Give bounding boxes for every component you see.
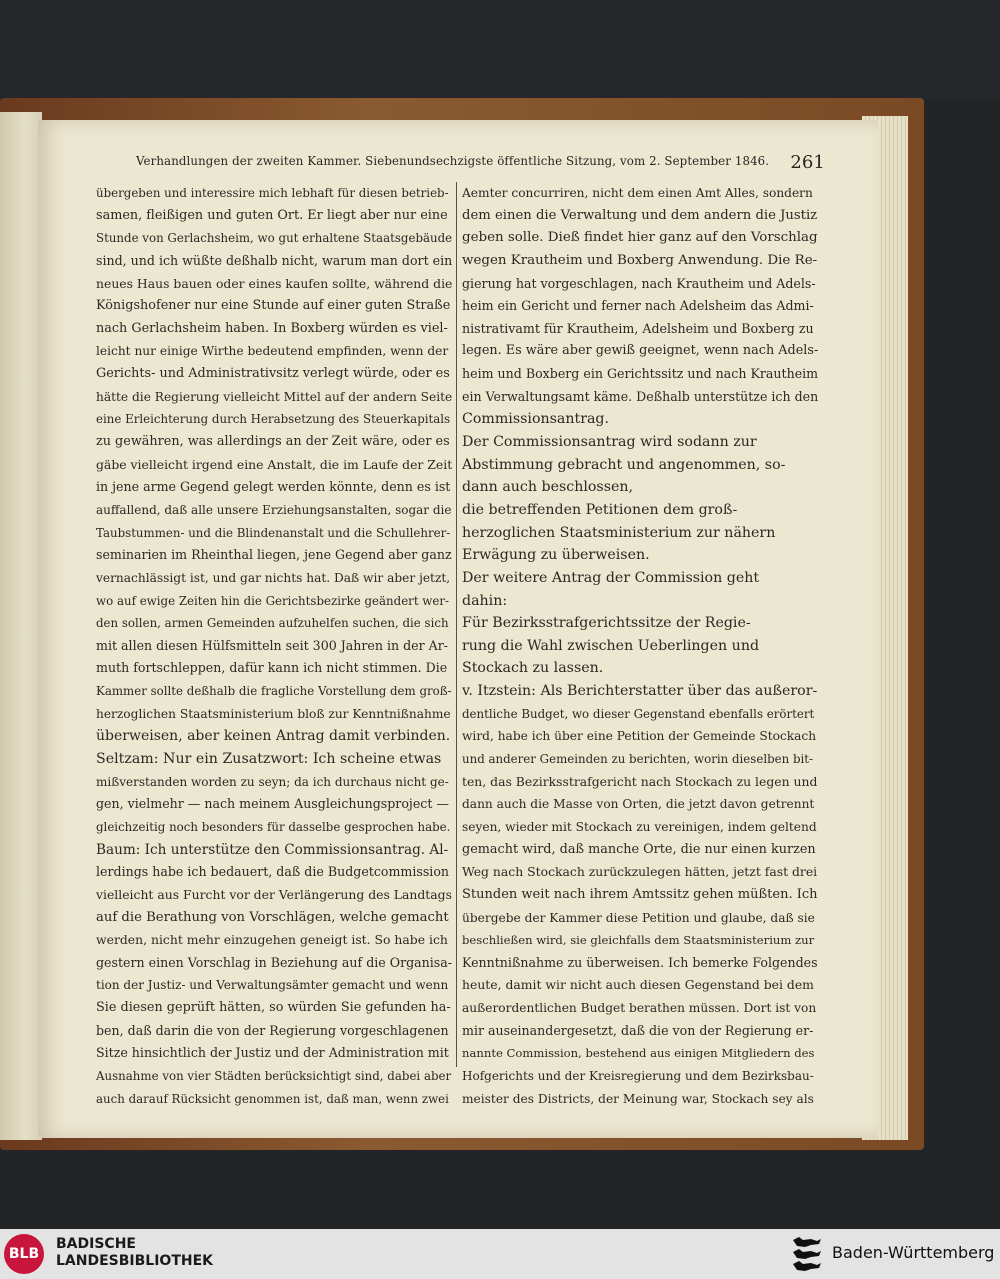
text-line: rung die Wahl zwischen Ueberlingen und (462, 637, 760, 654)
text-line: Der weitere Antrag der Commission geht (462, 569, 760, 586)
text-line: nannte Commission, bestehend aus einigen Mitgliedern des (462, 1046, 815, 1061)
text-line: mit allen diesen Hülfsmitteln seit 300 Jahren in der Ar- (96, 637, 449, 653)
text-line: Kammer sollte deßhalb die fragliche Vorstellung dem groß- (96, 684, 452, 699)
text-line: ten, das Bezirksstrafgericht nach Stockach zu legen und (462, 773, 818, 789)
text-line: seminarien im Rheinthal liegen, jene Gegend aber ganz (96, 547, 452, 563)
text-line: heute, damit wir nicht auch diesen Gegenstand bei dem (462, 977, 814, 993)
text-line: neues Haus bauen oder eines kaufen sollte, während die (96, 275, 452, 291)
text-line: ein Verwaltungsamt käme. Deßhalb unterstütze ich den (462, 388, 818, 404)
text-line: lerdings habe ich bedauert, daß die Budgetcommission (96, 864, 450, 880)
text-line: Seltzam: Nur ein Zusatzwort: Ich scheine etwas (96, 751, 442, 768)
text-line: und anderer Gemeinden zu berichten, worin dieselben bit- (462, 752, 814, 767)
text-line: sind, und ich wüßte deßhalb nicht, warum man dort ein (96, 252, 452, 268)
page-number: 261 (790, 152, 825, 173)
text-column-left (96, 182, 452, 1110)
text-line: Der Commissionsantrag wird sodann zur (462, 434, 757, 451)
text-line: tion der Justiz- und Verwaltungsämter gemacht und wenn (96, 978, 449, 993)
text-line: Weg nach Stockach zurückzulegen hätten, jetzt fast drei (462, 864, 818, 880)
text-line: gäbe vielleicht irgend eine Anstalt, die im Laufe der Zeit (96, 456, 452, 472)
text-line: dann auch die Masse von Orten, die jetzt davon getrennt (462, 797, 815, 812)
text-line: übergeben und interessire mich lebhaft für diesen betrieb- (96, 186, 449, 200)
text-line: heim ein Gericht und ferner nach Adelsheim das Admi- (462, 298, 814, 314)
text-line: in jene arme Gegend gelegt werden könnte, denn es ist (96, 479, 451, 495)
text-line: beschließen wird, sie gleichfalls dem Staatsministerium zur (462, 933, 815, 948)
text-line: muth fortschleppen, dafür kann ich nicht stimmen. Die (96, 660, 448, 676)
blb-logo[interactable]: BLB (4, 1234, 44, 1274)
text-line: überweisen, aber keinen Antrag damit verbinden. (96, 728, 451, 745)
text-line: leicht nur einige Wirthe bedeutend empfinden, wenn der (96, 344, 449, 359)
text-line: Kenntnißnahme zu überweisen. Ich bemerke Folgendes (462, 954, 818, 970)
text-line: Sie diesen geprüft hätten, so würden Sie gefunden ha- (96, 1000, 451, 1016)
text-line: mir auseinandergesetzt, daß die von der Regierung er- (462, 1022, 814, 1038)
text-line: meister des Districts, der Meinung war, Stockach sey als (462, 1091, 814, 1106)
text-line: Gerichts- und Administrativsitz verlegt würde, oder es (96, 366, 450, 382)
text-line: auf die Berathung von Vorschlägen, welche gemacht (96, 909, 449, 925)
library-name[interactable] (56, 1236, 213, 1270)
text-line: die betreffenden Petitionen dem groß- (462, 501, 738, 518)
text-line: Für Bezirksstrafgerichtssitze der Regie- (462, 615, 751, 632)
text-line: außerordentlichen Budget berathen müssen. Dort ist von (462, 1001, 817, 1016)
text-line: mißverstanden worden zu seyn; da ich durchaus nicht ge- (96, 774, 449, 789)
text-line: vielleicht aus Furcht vor der Verlängerung des Landtags (96, 886, 452, 902)
text-line: Stockach zu lassen. (462, 660, 604, 677)
text-line: gierung hat vorgeschlagen, nach Krautheim und Adels- (462, 275, 816, 291)
library-name-line1: BADISCHE (56, 1236, 136, 1252)
text-line: werden, nicht mehr einzugehen geneigt ist. So habe ich (96, 932, 448, 948)
text-line: samen, fleißigen und guten Ort. Er liegt aber nur eine (96, 207, 448, 223)
text-line: vernachlässigt ist, und gar nichts hat. Daß wir aber jetzt, (96, 570, 451, 585)
text-line: auffallend, daß alle unsere Erziehungsanstalten, sogar die (96, 502, 452, 517)
text-line: wegen Krautheim und Boxberg Anwendung. Die Re- (462, 252, 818, 268)
text-line: Königshofener nur eine Stunde auf einer guten Straße (96, 298, 451, 314)
text-line: übergebe der Kammer diese Petition und glaube, daß sie (462, 910, 815, 925)
text-line: dahin: (462, 592, 508, 609)
text-line: den sollen, armen Gemeinden aufzuhelfen suchen, die sich (96, 616, 449, 631)
text-line: nach Gerlachsheim haben. In Boxberg würden es viel- (96, 320, 448, 336)
facing-page-edge (0, 112, 42, 1140)
text-line: seyen, wieder mit Stockach zu vereinigen, indem geltend (462, 819, 817, 834)
text-line: herzoglichen Staatsministerium zur nähern (462, 524, 776, 541)
text-line: zu gewähren, was allerdings an der Zeit wäre, oder es (96, 434, 450, 450)
text-line: heim und Boxberg ein Gerichtssitz und nach Krautheim (462, 366, 818, 382)
text-line: legen. Es wäre aber gewiß geeignet, wenn nach Adels- (462, 343, 818, 359)
text-line: Stunden weit nach ihrem Amtssitz gehen müßten. Ich (462, 886, 818, 902)
text-line: geben solle. Dieß findet hier ganz auf den Vorschlag (462, 230, 818, 246)
text-line: Baum: Ich unterstütze den Commissionsantrag. Al- (96, 841, 449, 858)
column-divider (456, 182, 457, 1067)
text-line: Commissionsantrag. (462, 411, 610, 428)
text-line: Hofgerichts und der Kreisregierung und dem Bezirksbau- (462, 1068, 814, 1083)
text-line: Abstimmung gebracht und angenommen, so- (462, 456, 786, 473)
text-column-right (462, 182, 818, 1110)
library-name-line2: LANDESBIBLIOTHEK (56, 1253, 214, 1269)
text-line: hätte die Regierung vielleicht Mittel auf der andern Seite (96, 389, 452, 404)
text-line: Ausnahme von vier Städten berücksichtigt sind, dabei aber (96, 1068, 452, 1083)
text-line: ben, daß darin die von der Regierung vorgeschlagenen (96, 1022, 449, 1038)
viewer-footer (0, 1229, 1000, 1279)
text-line: v. Itzstein: Als Berichterstatter über das außeror- (462, 683, 818, 700)
running-title: Verhandlungen der zweiten Kammer. Siebenundsechzigste öffentliche Sitzung, vom 2. September 1846. (136, 154, 770, 168)
text-line: dentliche Budget, wo dieser Gegenstand ebenfalls erörtert (462, 706, 815, 721)
text-line: gemacht wird, daß manche Orte, die nur einen kurzen (462, 841, 816, 857)
baden-wuerttemberg-lions-icon (790, 1235, 824, 1273)
text-line: auch darauf Rücksicht genommen ist, daß man, wenn zwei (96, 1091, 449, 1106)
text-line: Stunde von Gerlachsheim, wo gut erhaltene Staatsgebäude (96, 231, 452, 246)
text-line: herzoglichen Staatsministerium bloß zur Kenntnißnahme (96, 706, 451, 721)
running-header (100, 150, 825, 178)
state-name[interactable]: Baden-Württemberg (832, 1243, 995, 1262)
scan-background (0, 0, 1000, 100)
text-line: dem einen die Verwaltung und dem andern die Justiz (462, 207, 818, 223)
text-line: nistrativamt für Krautheim, Adelsheim und Boxberg zu (462, 320, 814, 336)
text-line: dann auch beschlossen, (462, 479, 634, 496)
text-line: wo auf ewige Zeiten hin die Gerichtsbezirke geändert wer- (96, 593, 450, 608)
text-line: wird, habe ich über eine Petition der Gemeinde Stockach (462, 729, 817, 744)
text-line: gleichzeitig noch besonders für dasselbe gesprochen habe. (96, 819, 451, 834)
text-line: Sitze hinsichtlich der Justiz und der Administration mit (96, 1045, 449, 1061)
text-line: gen, vielmehr — nach meinem Ausgleichungsproject — (96, 796, 449, 812)
text-line: eine Erleichterung durch Herabsetzung des Steuerkapitals (96, 412, 451, 427)
text-line: Taubstummen- und die Blindenanstalt und die Schullehrer- (96, 525, 451, 540)
text-line: Aemter concurriren, nicht dem einen Amt Alles, sondern (462, 186, 813, 200)
text-line: Erwägung zu überweisen. (462, 547, 650, 564)
text-line: gestern einen Vorschlag in Beziehung auf die Organisa- (96, 954, 452, 970)
